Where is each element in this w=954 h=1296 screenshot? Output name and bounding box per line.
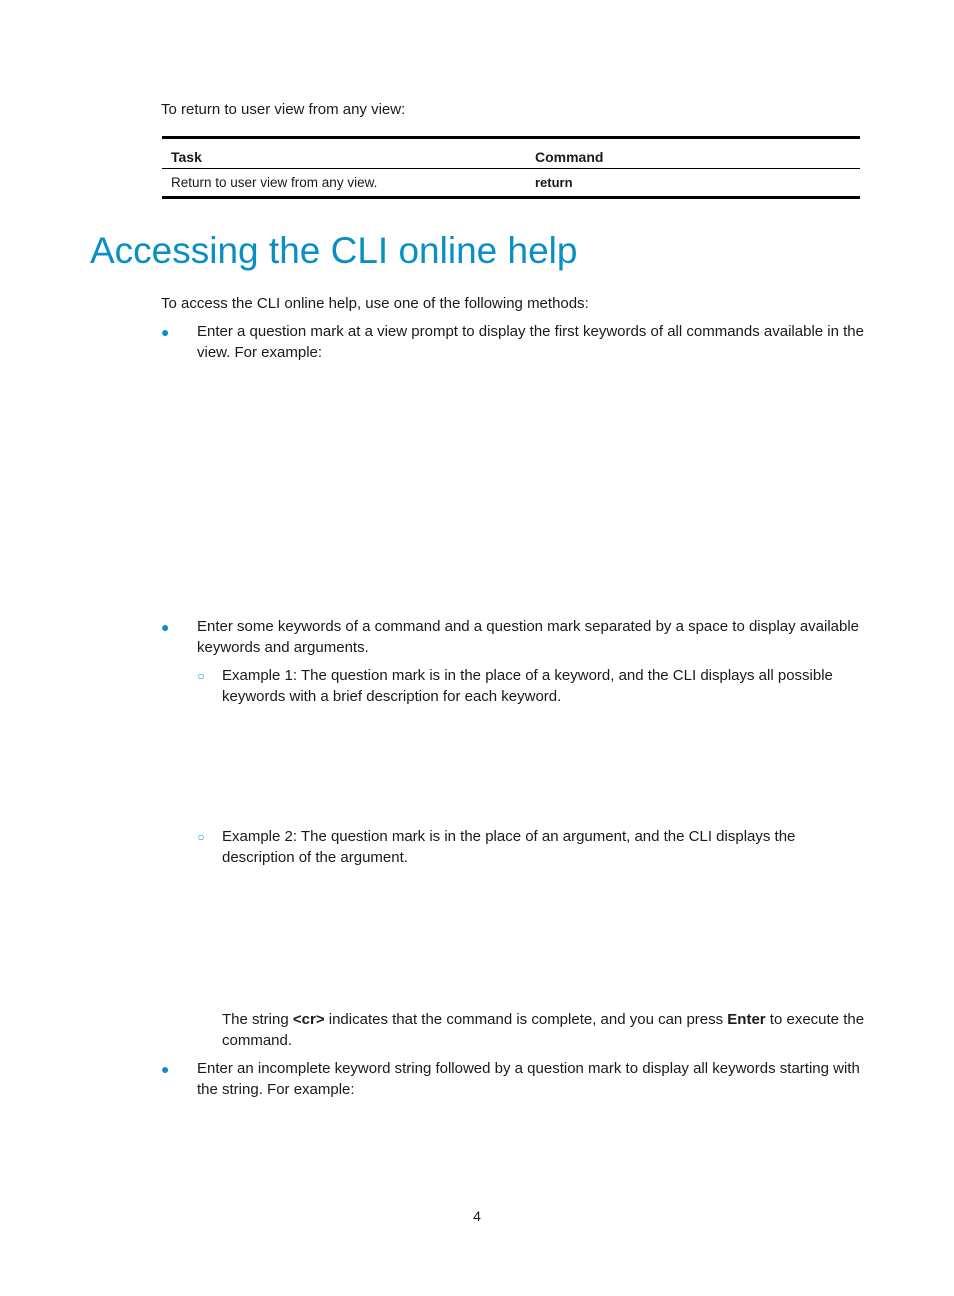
note-enter-key: Enter <box>727 1011 766 1028</box>
bullet-dot-icon: ● <box>161 1061 170 1077</box>
sub-item-example-2: Example 2: The question mark is in the place of an argument, and the CLI displays the description of the argument. <box>222 828 796 866</box>
bullet-item-2: Enter some keywords of a command and a question mark separated by a space to display available keywords and arguments. <box>197 618 860 656</box>
note-cr-keyword: <cr> <box>292 1011 325 1028</box>
header-command: Command <box>526 138 860 169</box>
sub-item-example-1: Example 1: The question mark is in the place of a keyword, and the CLI displays all possible keywords with a brief description for each keyword. <box>222 667 833 705</box>
header-task: Task <box>162 138 526 169</box>
page-number: 4 <box>473 1208 481 1224</box>
task-command-table <box>162 136 860 199</box>
bullet-item-1: Enter a question mark at a view prompt to display the first keywords of all commands available in the view. For example: <box>197 323 864 361</box>
bullet-dot-icon: ● <box>161 619 170 635</box>
cr-note <box>222 1009 867 1051</box>
sub-bullet-circle-icon: ○ <box>197 669 205 683</box>
cell-command: return <box>526 169 860 198</box>
table-header-row <box>162 138 860 169</box>
bullet-item-3: Enter an incomplete keyword string followed by a question mark to display all keywords starting with the string. For example: <box>197 1060 860 1098</box>
bullet-dot-icon: ● <box>161 324 170 340</box>
cell-task: Return to user view from any view. <box>162 169 526 198</box>
note-text: to execute the command. <box>222 1011 865 1049</box>
note-text: indicates that the command is complete, and you can press <box>324 1011 728 1028</box>
section-heading: Accessing the CLI online help <box>90 230 578 271</box>
intro-text: To return to user view from any view: <box>161 101 406 118</box>
sub-bullet-circle-icon: ○ <box>197 830 205 844</box>
table-row <box>162 169 860 198</box>
note-text: The string <box>222 1011 293 1028</box>
lead-text: To access the CLI online help, use one of the following methods: <box>161 295 589 312</box>
